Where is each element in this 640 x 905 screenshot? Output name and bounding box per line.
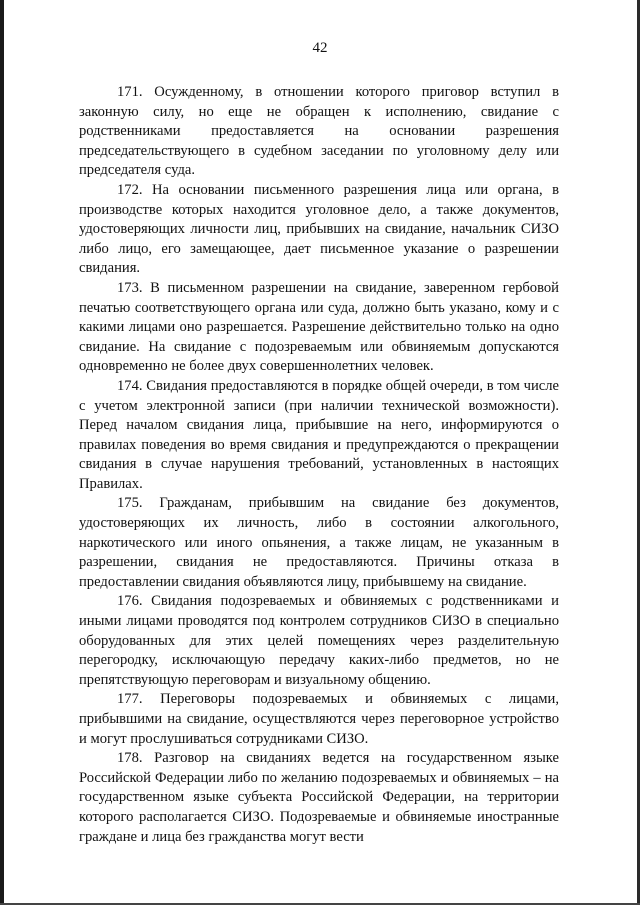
paragraph-171: 171. Осужденному, в отношении которого приговор вступил в законную силу, но еще не обращен к исполнению, свидание с родственниками предоставляется на основании разрешения председательствующего в судебном заседании по уголовному делу или председателя суда.: [79, 84, 559, 179]
paragraph-176: 176. Свидания подозреваемых и обвиняемых с родственниками и иными лицами проводятся под контролем сотрудников СИЗО в специально оборудованных для этих целей помещениях через разделительную перегородку, исключающую передачу каких-либо предметов, но не препятствующую переговорам и визуальному общению.: [79, 593, 559, 688]
paragraph-177: 177. Переговоры подозреваемых и обвиняемых с лицами, прибывшими на свидание, осуществляются через переговорное устройство и могут прослушиваться сотрудниками СИЗО.: [79, 691, 559, 747]
paragraph-175: 175. Гражданам, прибывшим на свидание без документов, удостоверяющих их личность, либо в состоянии алкогольного, наркотического или иного опьянения, а также лицам, не указанным в разрешении, свидания не предоставляются. Причины отказа в предоставлении свидания объявляются лицу, прибывшему на свидание.: [79, 495, 559, 590]
paragraph-173: 173. В письменном разрешении на свидание, заверенном гербовой печатью соответствующего органа или суда, должно быть указано, кому и с какими лицами оно разрешается. Разрешение действительно только на одно свидание. На свидание с подозреваемым или обвиняемым допускаются одновременно не более двух совершеннолетних человек.: [79, 279, 559, 375]
scan-edge-left: [0, 0, 4, 905]
paragraph-172: 172. На основании письменного разрешения лица или органа, в производстве которых находится уголовное дело, а также документов, удостоверяющих личности лиц, прибывших на свидание, начальник СИЗО либо лицо, его замещающее, дает письменное указание о разрешении свидания.: [79, 181, 559, 277]
document-body: [79, 83, 559, 847]
page-number: 42: [312, 40, 328, 56]
paragraph-178: 178. Разговор на свиданиях ведется на государственном языке Российской Федерации либо по желанию подозреваемых и обвиняемых – на государственном языке субъекта Российской Федерации, на территории которого располагается СИЗО. Подозреваемые и обвиняемые иностранные граждане и лица без гражданства могут вести: [79, 750, 559, 845]
paragraph-174: 174. Свидания предоставляются в порядке общей очереди, в том числе с учетом электронной записи (при наличии технической возможности). Перед началом свидания лица, прибывшие на него, информируются о правилах поведения во время свидания и предупреждаются о прекращении свидания в случае нарушения требований, установленных в настоящих Правилах.: [79, 377, 559, 492]
